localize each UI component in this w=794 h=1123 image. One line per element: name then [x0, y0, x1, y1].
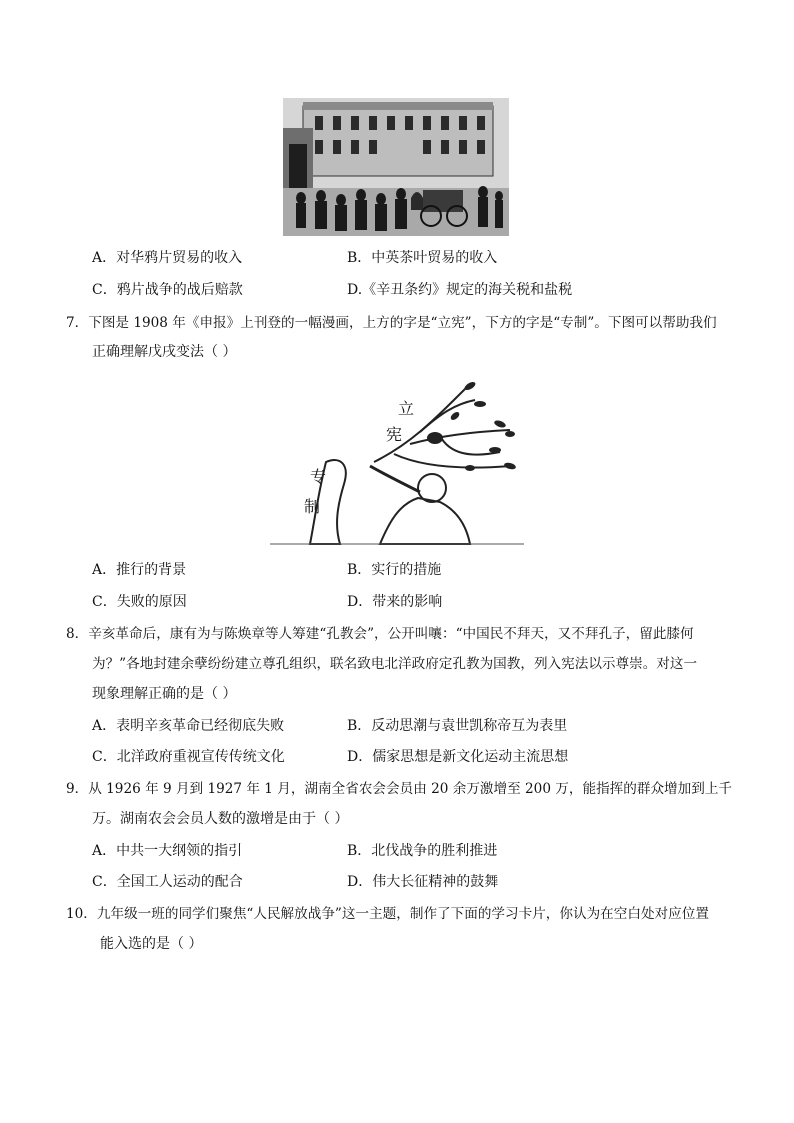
q8-option-d: D．儒家思想是新文化运动主流思想 [347, 749, 569, 765]
q8-stem-line2: 为？”各地封建余孽纷纷建立尊孔组织，联名致电北洋政府定孔教为国教，列入宪法以示尊崇。对这一 [92, 656, 698, 672]
q6-engraving-image [283, 98, 509, 236]
q8-stem-line1: 8．辛亥革命后，康有为与陈焕章等人筹建“孔教会”，公开叫嚷：“中国民不拜天，又不拜孔子，留此膝何 [66, 626, 694, 642]
q6-option-a: A．对华鸦片贸易的收入 [92, 250, 243, 266]
q10-stem-line1: 10．九年级一班的同学们聚焦“人民解放战争”这一主题，制作了下面的学习卡片，你认为在空白处对应位置 [66, 906, 709, 922]
cartoon-upper-char-1: 立 [398, 401, 415, 418]
q7-option-b: B．实行的措施 [347, 562, 442, 578]
cartoon-lower-char-1: 专 [310, 469, 327, 486]
q9-option-d: D．伟大长征精神的鼓舞 [347, 874, 499, 890]
q7-option-c: C．失败的原因 [92, 594, 187, 610]
q9-stem-line1: 9．从 1926 年 9 月到 1927 年 1 月，湖南全省农会会员由 20 余万激增至 200 万，能指挥的群众增加到上千 [66, 781, 733, 797]
q8-option-a: A．表明辛亥革命已经彻底失败 [92, 718, 285, 734]
q9-stem-line2: 万。湖南农会会员人数的激增是由于（ ） [92, 811, 349, 827]
q8-option-b: B．反动思潮与袁世凯称帝互为表里 [347, 718, 568, 734]
q9-option-a: A．中共一大纲领的指引 [92, 843, 243, 859]
q7-stem-line1: 7．下图是 1908 年《申报》上刊登的一幅漫画，上方的字是“立宪”，下方的字是“专制”。下图可以帮助我们 [66, 315, 717, 331]
q6-option-c: C．鸦片战争的战后赔款 [92, 282, 243, 298]
q6-option-d: D.《辛丑条约》规定的海关税和盐税 [347, 282, 573, 298]
q7-stem-line2: 正确理解戊戌变法（ ） [92, 344, 237, 360]
q8-option-c: C．北洋政府重视宣传传统文化 [92, 749, 285, 765]
cartoon-lower-char-2: 制 [304, 499, 321, 516]
q7-option-a: A．推行的背景 [92, 562, 187, 578]
q6-option-b: B．中英茶叶贸易的收入 [347, 250, 498, 266]
q9-option-b: B．北伐战争的胜利推进 [347, 843, 498, 859]
cartoon-upper-char-2: 宪 [386, 427, 403, 444]
q7-cartoon-image [270, 374, 524, 546]
q7-option-d: D．带来的影响 [347, 594, 443, 610]
q9-option-c: C．全国工人运动的配合 [92, 874, 243, 890]
q10-stem-line2: 能入选的是（ ） [100, 936, 203, 952]
q8-stem-line3: 现象理解正确的是（ ） [92, 686, 237, 702]
